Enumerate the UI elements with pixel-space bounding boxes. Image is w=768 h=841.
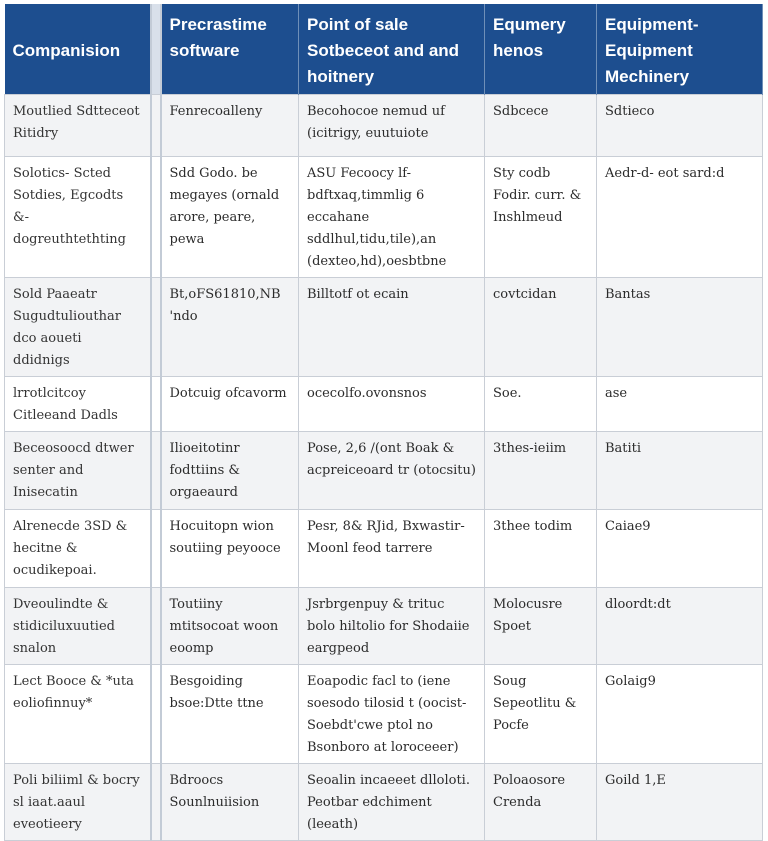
table-cell: ocecolfo.ovonsnos [299,377,485,432]
table-row [5,510,763,588]
column-separator [151,4,161,95]
table-row [5,764,763,841]
table-row [5,157,763,278]
table-cell: Besgoiding bsoe:Dtte ttne [161,665,299,764]
table-cell: Bdroocs Sounlnuiision [161,764,299,841]
table-cell: Hocuitopn wion soutiing peyooce [161,510,299,588]
table-cell: Soug Sepeotlitu & Pocfe [485,665,597,764]
table-cell: Jsrbrgenpuy & trituc bolo hiltolio for Shodaiie eargpeod [299,588,485,665]
comparison-table [4,4,763,841]
row-label: Solotics- Scted Sotdies, Egcodts &- dogreuthtethting [5,157,151,278]
table-row [5,278,763,377]
header-point-of-sale: Point of sale Sotbeceot and and hoitnery [299,4,485,95]
table-cell: 3thee todim [485,510,597,588]
column-separator [151,432,161,510]
table-cell: Soe. [485,377,597,432]
table-cell: Sdd Godo. be megayes (ornald arore, peare, pewa [161,157,299,278]
table-cell: Billtotf ot ecain [299,278,485,377]
table-header-row [5,4,763,95]
header-practice-software: Precrastime software [161,4,299,95]
table-cell: Aedr-d- eot sard:d [597,157,763,278]
table-cell: Toutiiny mtitsocoat woon eoomp [161,588,299,665]
column-separator [151,665,161,764]
header-equipment: Equmery henos [485,4,597,95]
table-cell: Pose, 2,6 /(ont Boak & acpreiceoard tr (otocsitu) [299,432,485,510]
table-cell: Batiti [597,432,763,510]
table-cell: Dotcuig ofcavorm [161,377,299,432]
column-separator [151,278,161,377]
table-cell: Golaig9 [597,665,763,764]
table-cell: ASU Fecoocy lf- bdftxaq,timmlig 6 eccahane sddlhul,tidu,tile),an (dexteo,hd),oesbtbne [299,157,485,278]
table-cell: Poloaosore Crenda [485,764,597,841]
column-separator [151,510,161,588]
column-separator [151,588,161,665]
table-cell: Bt,oFS61810,NB 'ndo [161,278,299,377]
row-label: Poli biliiml & bocry sl iaat.aaul eveotieery [5,764,151,841]
table-cell: Goild 1,E [597,764,763,841]
row-label: Moutlied Sdtteceot Ritidry [5,95,151,157]
row-label: lrrotlcitcoy Citleeand Dadls [5,377,151,432]
header-equipment-machinery: Equipment- Equipment Mechinery [597,4,763,95]
table-cell: Bantas [597,278,763,377]
table-cell: Sdtieco [597,95,763,157]
table-cell: Caiae9 [597,510,763,588]
table-cell: Molocusre Spoet [485,588,597,665]
column-separator [151,764,161,841]
column-separator [151,377,161,432]
table-row [5,432,763,510]
column-separator [151,157,161,278]
row-label: Alrenecde 3SD & hecitne & ocudikepoai. [5,510,151,588]
table-cell: Eoapodic facl to (iene soesodo tilosid t (oocist- Soebdt'cwe ptol no Bsonboro at loroceeer) [299,665,485,764]
table-row [5,665,763,764]
header-comparison: Companision [5,4,151,95]
table-cell: ase [597,377,763,432]
row-label: Sold Paaeatr Sugudtuliouthar dco aoueti ddidnigs [5,278,151,377]
table-cell: covtcidan [485,278,597,377]
row-label: Beceosoocd dtwer senter and Inisecatin [5,432,151,510]
column-separator [151,95,161,157]
table-cell: 3thes-ieiim [485,432,597,510]
table-row [5,377,763,432]
table-cell: Sty codb Fodir. curr. & Inshlmeud [485,157,597,278]
table-cell: Fenrecoalleny [161,95,299,157]
row-label: Dveoulindte & stidiciluxuutied snalon [5,588,151,665]
table-cell: Sdbcece [485,95,597,157]
table-cell: Pesr, 8& RJid, Bxwastir- Moonl feod tarrere [299,510,485,588]
table-cell: Ilioeitotinr fodttiins & orgaeaurd [161,432,299,510]
table-row [5,588,763,665]
row-label: Lect Booce & *uta eoliofinnuy* [5,665,151,764]
table-cell: dloordt:dt [597,588,763,665]
table-cell: Becohocoe nemud uf (icitrigy, euutuiote [299,95,485,157]
table-cell: Seoalin incaeeet dlloloti. Peotbar edchiment (leeath) [299,764,485,841]
table-row [5,95,763,157]
